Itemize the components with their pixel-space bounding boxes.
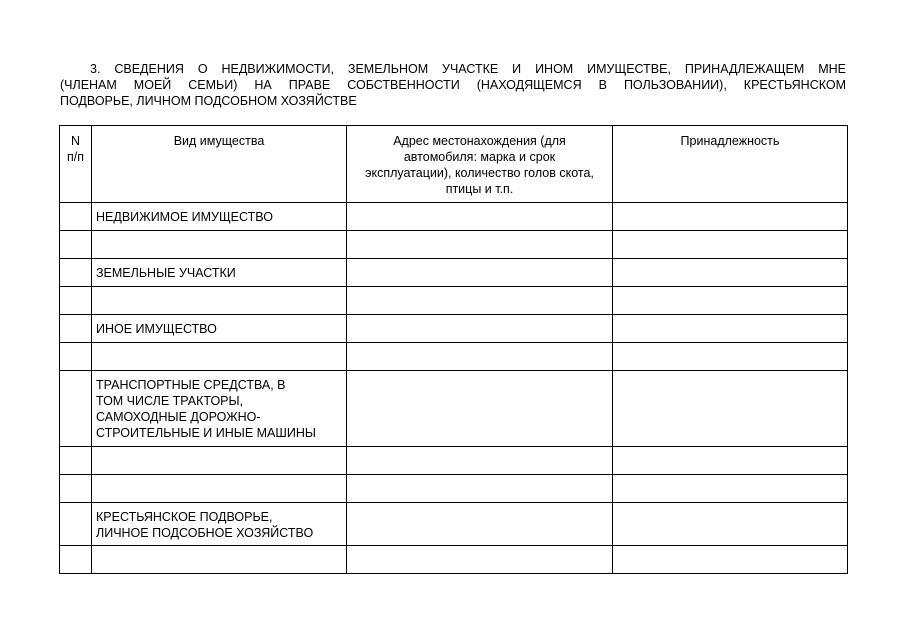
cell-address[interactable] (347, 546, 613, 574)
cell-kind-line: СТРОИТЕЛЬНЫЕ И ИНЫЕ МАШИНЫ (96, 426, 316, 440)
column-header-address-line-3: эксплуатации), количество голов скота, (365, 166, 594, 180)
column-header-address-line-4: птицы и т.п. (445, 182, 514, 196)
column-header-ownership: Принадлежность (613, 126, 848, 203)
cell-address[interactable] (347, 203, 613, 231)
cell-kind[interactable] (92, 343, 347, 371)
cell-number[interactable] (60, 287, 92, 315)
table-row (60, 343, 848, 371)
cell-kind-line: САМОХОДНЫЕ ДОРОЖНО- (96, 410, 261, 424)
cell-ownership[interactable] (613, 231, 848, 259)
cell-address[interactable] (347, 287, 613, 315)
cell-ownership[interactable] (613, 371, 848, 447)
table-row (60, 287, 848, 315)
table-row (60, 315, 848, 343)
cell-number[interactable] (60, 371, 92, 447)
cell-ownership[interactable] (613, 315, 848, 343)
column-header-address (347, 126, 613, 203)
table-row (60, 546, 848, 574)
cell-number[interactable] (60, 231, 92, 259)
cell-number[interactable] (60, 259, 92, 287)
column-header-number-line-1: N (70, 134, 81, 148)
cell-ownership[interactable] (613, 287, 848, 315)
table-row (60, 447, 848, 475)
cell-ownership[interactable] (613, 546, 848, 574)
property-table (59, 125, 848, 574)
cell-number[interactable] (60, 546, 92, 574)
cell-number[interactable] (60, 503, 92, 546)
cell-kind[interactable] (92, 203, 347, 231)
cell-kind-line: ЛИЧНОЕ ПОДСОБНОЕ ХОЗЯЙСТВО (96, 526, 314, 540)
cell-number[interactable] (60, 475, 92, 503)
cell-address[interactable] (347, 259, 613, 287)
cell-kind-line: ЗЕМЕЛЬНЫЕ УЧАСТКИ (96, 266, 236, 280)
cell-kind[interactable] (92, 287, 347, 315)
cell-kind-line: ТРАНСПОРТНЫЕ СРЕДСТВА, В (96, 378, 286, 392)
column-header-address-line-1: Адрес местонахождения (для (393, 134, 566, 148)
column-header-number-line-2: п/п (66, 150, 84, 164)
table-row (60, 231, 848, 259)
cell-kind[interactable] (92, 371, 347, 447)
cell-number[interactable] (60, 315, 92, 343)
table-row (60, 475, 848, 503)
cell-kind[interactable] (92, 503, 347, 546)
cell-kind-line: ИНОЕ ИМУЩЕСТВО (96, 322, 217, 336)
cell-address[interactable] (347, 447, 613, 475)
table-body (60, 203, 848, 574)
cell-address[interactable] (347, 503, 613, 546)
cell-number[interactable] (60, 343, 92, 371)
section-heading-line-1: 3. СВЕДЕНИЯ О НЕДВИЖИМОСТИ, ЗЕМЕЛЬНОМ УЧАСТКЕ И ИНОМ ИМУЩЕСТВЕ, ПРИНАДЛЕЖАЩЕМ МНЕ (90, 62, 846, 76)
cell-kind[interactable] (92, 231, 347, 259)
cell-ownership[interactable] (613, 203, 848, 231)
cell-address[interactable] (347, 231, 613, 259)
cell-ownership[interactable] (613, 343, 848, 371)
cell-kind[interactable] (92, 475, 347, 503)
cell-address[interactable] (347, 371, 613, 447)
cell-ownership[interactable] (613, 475, 848, 503)
table-row (60, 203, 848, 231)
section-heading (60, 61, 846, 109)
cell-address[interactable] (347, 475, 613, 503)
cell-kind-line: НЕДВИЖИМОЕ ИМУЩЕСТВО (96, 210, 273, 224)
cell-number[interactable] (60, 203, 92, 231)
cell-ownership[interactable] (613, 447, 848, 475)
cell-kind-line: ТОМ ЧИСЛЕ ТРАКТОРЫ, (96, 394, 244, 408)
column-header-number (60, 126, 92, 203)
cell-kind-line: КРЕСТЬЯНСКОЕ ПОДВОРЬЕ, (96, 510, 273, 524)
column-header-address-line-2: автомобиля: марка и срок (403, 150, 556, 164)
table-row (60, 259, 848, 287)
cell-ownership[interactable] (613, 259, 848, 287)
table-row (60, 503, 848, 546)
cell-kind[interactable] (92, 315, 347, 343)
section-heading-line-3: ПОДВОРЬЕ, ЛИЧНОМ ПОДСОБНОМ ХОЗЯЙСТВЕ (60, 94, 357, 108)
table-row (60, 371, 848, 447)
section-heading-line-2: (ЧЛЕНАМ МОЕЙ СЕМЬИ) НА ПРАВЕ СОБСТВЕННОСТИ (НАХОДЯЩЕМСЯ В ПОЛЬЗОВАНИИ), КРЕСТЬЯНСКОМ (60, 78, 846, 92)
cell-number[interactable] (60, 447, 92, 475)
cell-ownership[interactable] (613, 503, 848, 546)
column-header-kind: Вид имущества (92, 126, 347, 203)
table-header-row (60, 126, 848, 203)
cell-kind[interactable] (92, 546, 347, 574)
cell-address[interactable] (347, 315, 613, 343)
cell-kind[interactable] (92, 447, 347, 475)
cell-kind[interactable] (92, 259, 347, 287)
cell-address[interactable] (347, 343, 613, 371)
